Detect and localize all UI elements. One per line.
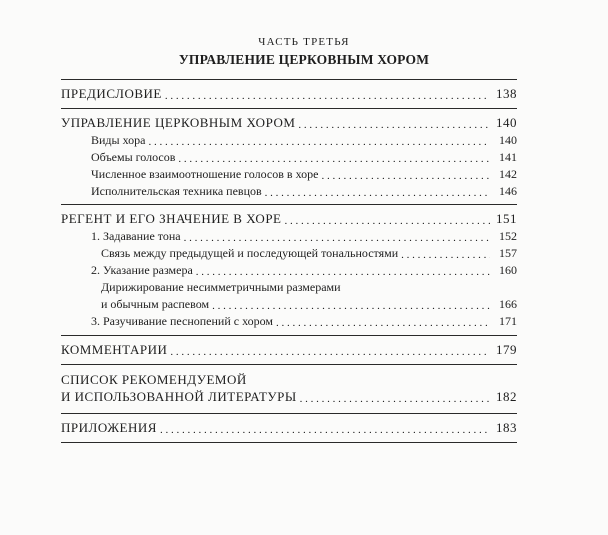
- toc-entry-literature-line1[interactable]: СПИСОК РЕКОМЕНДУЕМОЙ: [61, 372, 247, 387]
- divider-after-choir-section: [61, 204, 517, 205]
- toc-entry-singer-technique[interactable]: [91, 183, 517, 199]
- leader-dots: [148, 136, 490, 148]
- divider-after-preface: [61, 108, 517, 109]
- toc-entry-label: РЕГЕНТ И ЕГО ЗНАЧЕНИЕ В ХОРЕ: [61, 211, 282, 226]
- part-title: УПРАВЛЕНИЕ ЦЕРКОВНЫМ ХОРОМ: [178, 52, 430, 67]
- toc-entry-label: и обычным распевом: [101, 297, 210, 311]
- bottom-divider: [61, 442, 517, 443]
- toc-page-number: 179: [496, 342, 517, 357]
- toc-entry-learning[interactable]: [91, 313, 517, 329]
- leader-dots: [170, 346, 490, 358]
- leader-dots: [298, 119, 490, 131]
- toc-page-number: 151: [496, 211, 517, 226]
- leader-dots: [401, 249, 490, 261]
- toc-entry-label: 3. Разучивание песнопений с хором: [91, 314, 273, 328]
- toc-entry-comments[interactable]: [61, 342, 517, 358]
- toc-entry-preface[interactable]: [61, 86, 517, 102]
- leader-dots: [321, 170, 490, 182]
- leader-dots: [276, 317, 490, 329]
- toc-page-number: 183: [496, 420, 517, 435]
- toc-entry-meter[interactable]: [91, 262, 517, 278]
- toc-page-number: 152: [499, 229, 517, 243]
- toc-entry-label: Численное взаимоотношение голосов в хоре: [91, 167, 319, 181]
- toc-entry-choir-management[interactable]: [61, 115, 517, 131]
- toc-entry-label: 2. Указание размера: [91, 263, 193, 277]
- toc-page-number: 140: [499, 133, 517, 147]
- toc-page-number: 171: [499, 314, 517, 328]
- toc-entry-choir-types[interactable]: [91, 132, 517, 148]
- toc-entry-voice-ranges[interactable]: [91, 149, 517, 165]
- leader-dots: [160, 424, 490, 436]
- leader-dots: [184, 232, 490, 244]
- part-label: ЧАСТЬ ТРЕТЬЯ: [258, 36, 350, 48]
- toc-page-number: 142: [499, 167, 517, 181]
- toc-entry-label: КОММЕНТАРИИ: [61, 342, 168, 357]
- toc-entry-label: 1. Задавание тона: [91, 229, 181, 243]
- divider-after-regent-section: [61, 335, 517, 336]
- toc-page-number: 138: [496, 86, 517, 101]
- leader-dots: [196, 266, 490, 278]
- toc-entry-pitch[interactable]: [91, 228, 517, 244]
- toc-entry-label: Объемы голосов: [91, 150, 176, 164]
- toc-page-number: 146: [499, 184, 517, 198]
- toc-entry-voice-ratio[interactable]: [91, 166, 517, 182]
- toc-entry-appendices[interactable]: [61, 420, 517, 436]
- toc-entry-tonality-link[interactable]: [101, 245, 517, 261]
- toc-entry-conducting[interactable]: [101, 296, 517, 312]
- divider-after-comments: [61, 364, 517, 365]
- toc-entry-label: Виды хора: [91, 133, 146, 147]
- table-of-contents: [61, 0, 517, 535]
- toc-page-number: 182: [496, 389, 517, 404]
- toc-page-number: 166: [499, 297, 517, 311]
- leader-dots: [285, 215, 491, 227]
- leader-dots: [178, 153, 490, 165]
- toc-entry-label: Связь между предыдущей и последующей тональностями: [101, 246, 399, 260]
- toc-entry-label: ПРЕДИСЛОВИЕ: [61, 86, 162, 101]
- toc-entry-label: Исполнительская техника певцов: [91, 184, 262, 198]
- leader-dots: [212, 300, 490, 312]
- toc-entry-label: УПРАВЛЕНИЕ ЦЕРКОВНЫМ ХОРОМ: [61, 115, 296, 130]
- toc-entry-conducting-line1[interactable]: Дирижирование несимметричными размерами: [101, 280, 341, 294]
- toc-entry-regent[interactable]: [61, 211, 517, 227]
- leader-dots: [265, 187, 490, 199]
- leader-dots: [165, 90, 490, 102]
- toc-entry-label: И ИСПОЛЬЗОВАННОЙ ЛИТЕРАТУРЫ: [61, 389, 297, 404]
- toc-page-number: 160: [499, 263, 517, 277]
- divider-after-literature: [61, 413, 517, 414]
- toc-page-number: 157: [499, 246, 517, 260]
- toc-page-number: 141: [499, 150, 517, 164]
- toc-page-number: 140: [496, 115, 517, 130]
- leader-dots: [300, 393, 490, 405]
- toc-entry-literature[interactable]: [61, 389, 517, 405]
- toc-entry-label: ПРИЛОЖЕНИЯ: [61, 420, 157, 435]
